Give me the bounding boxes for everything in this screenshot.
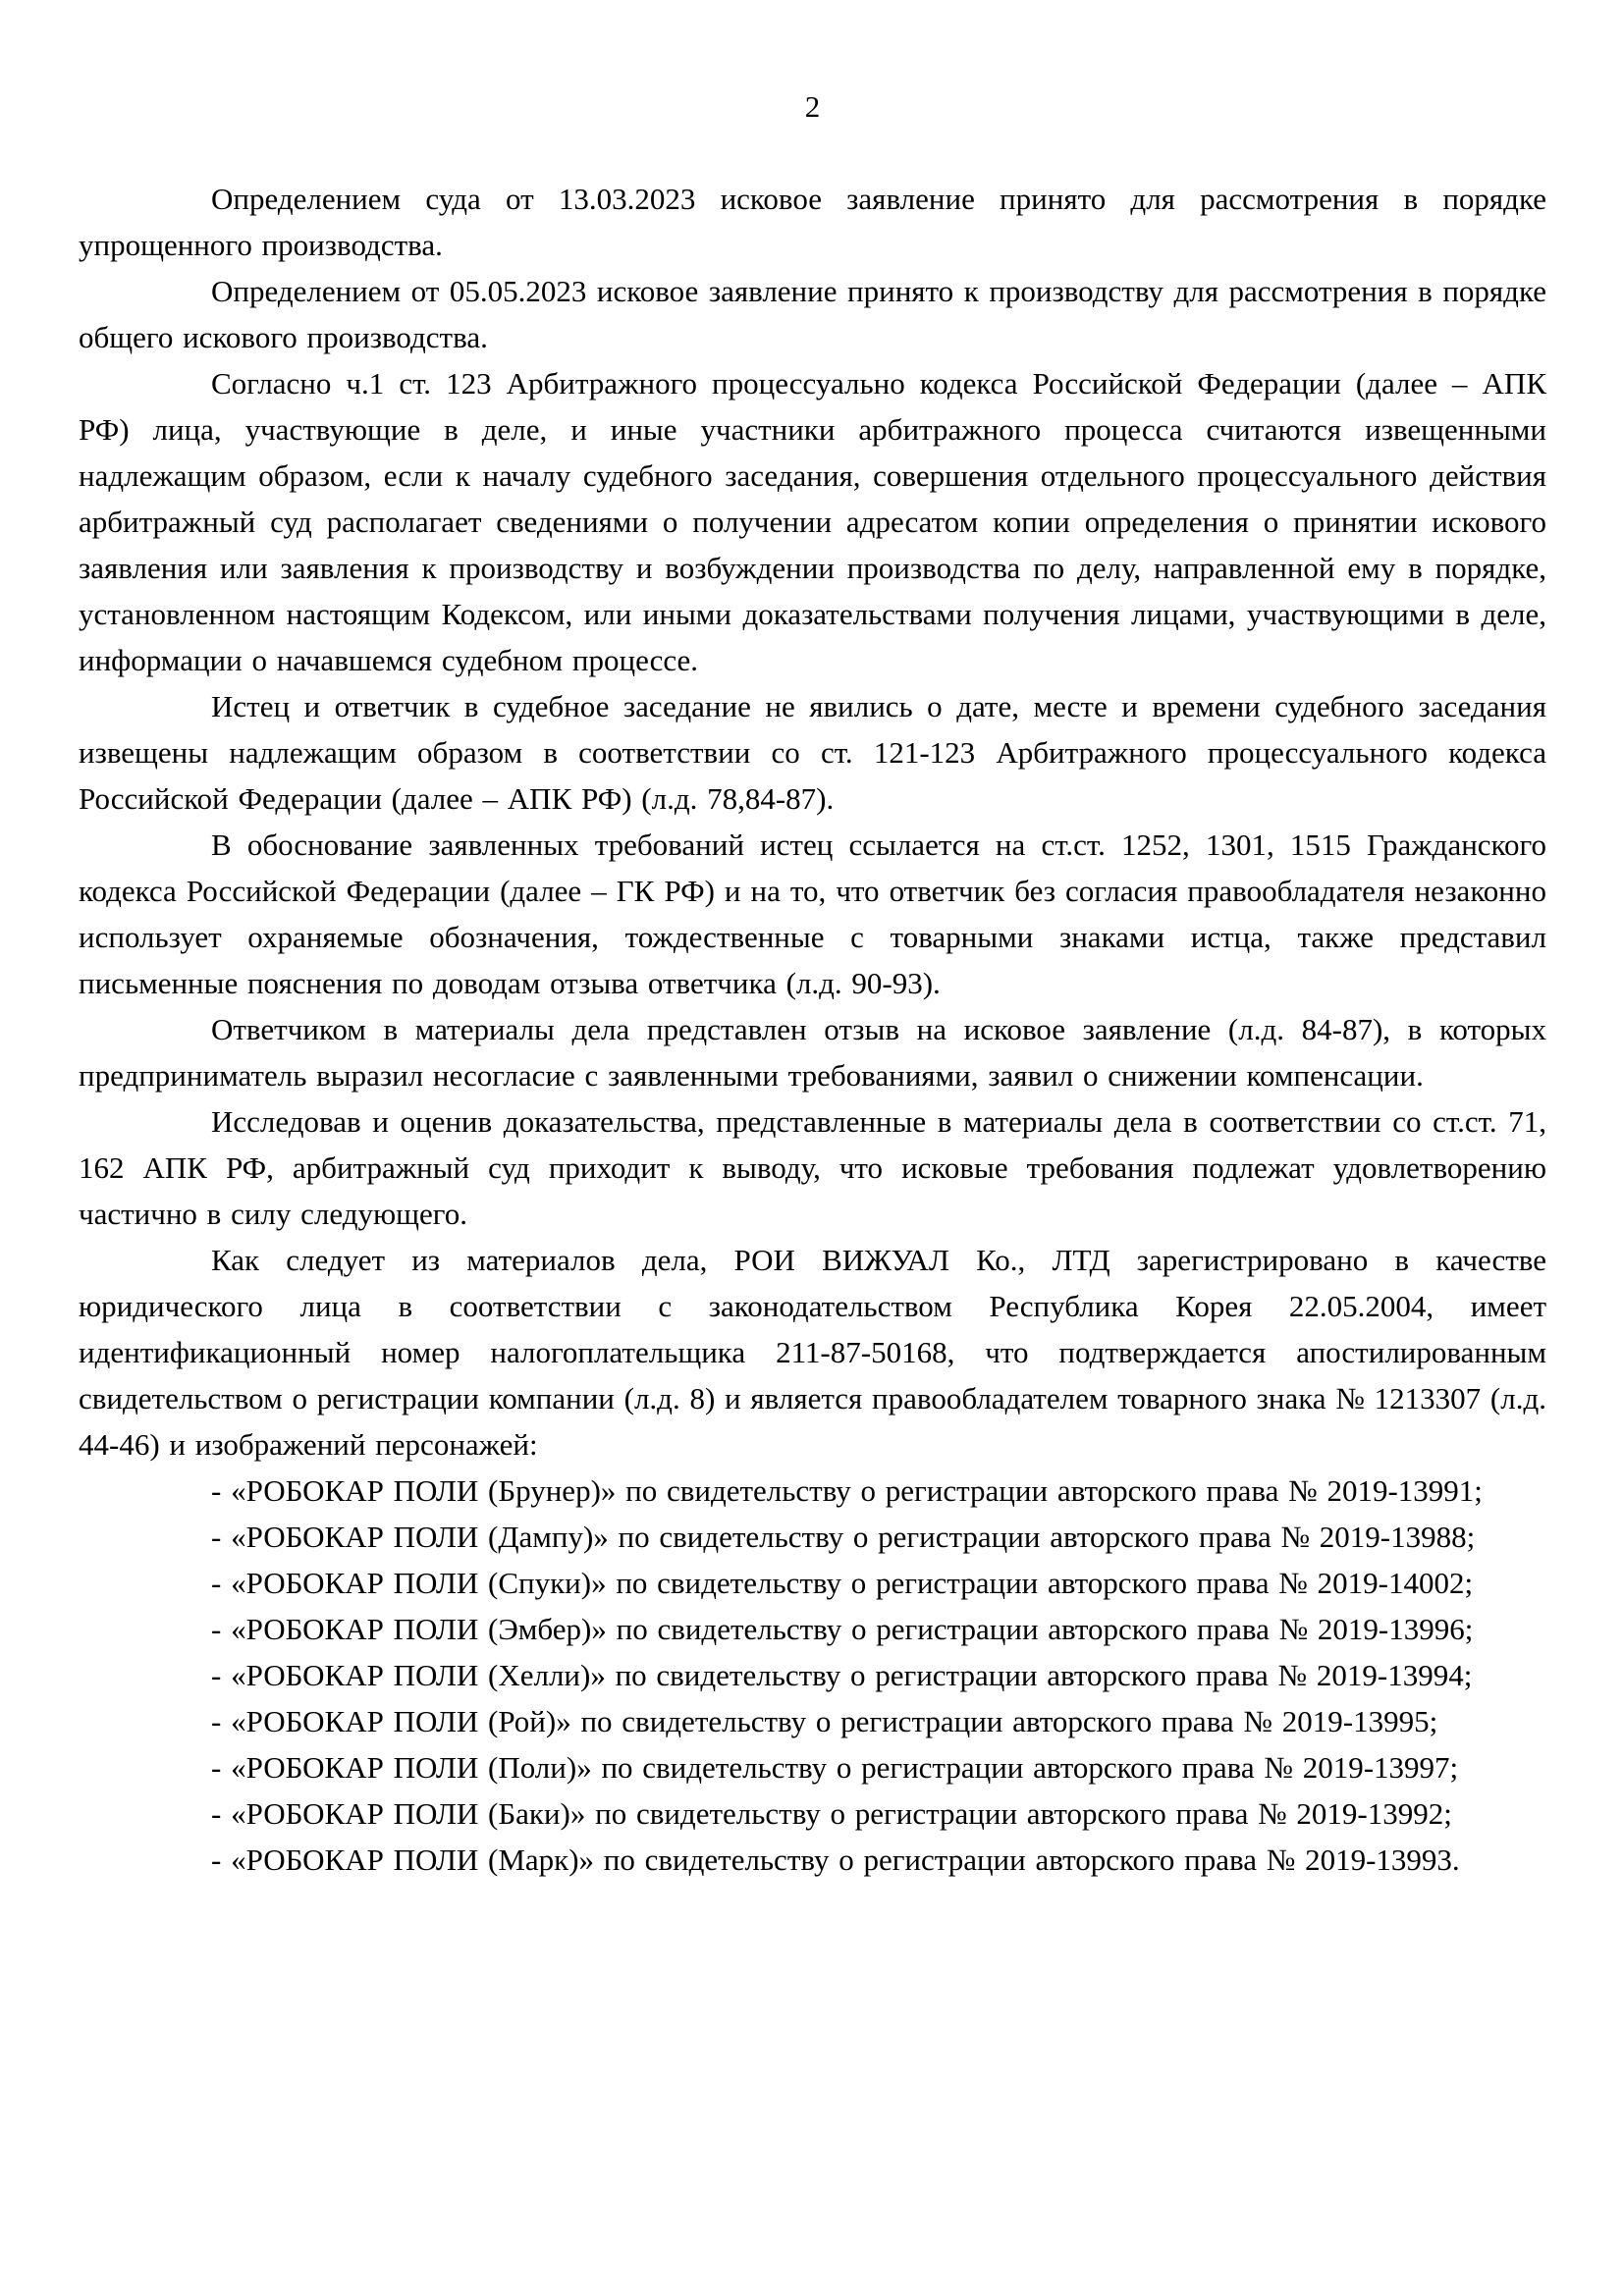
paragraph-ruling-general: Определением от 05.05.2023 исковое заявление принято к производству для рассмотрения в порядке общего искового производства. xyxy=(79,274,1546,354)
paragraph-parties-absent: Истец и ответчик в судебное заседание не явились о дате, месте и времени судебного заседания извещены надлежащим образом в соответствии со ст. 121-123 Арбитражного процессуального кодекса Российской Федерации (далее – АПК РФ) (л.д. 78,84-87). xyxy=(79,689,1546,816)
list-item-mark: - «РОБОКАР ПОЛИ (Марк)» по свидетельству о регистрации авторского права № 2019-13993. xyxy=(211,1842,1460,1877)
paragraph-plaintiff-registration: Как следует из материалов дела, РОИ ВИЖУАЛ Ко., ЛТД зарегистрировано в качестве юридического лица в соответствии с законодательством Республика Корея 22.05.2004, имеет идентификационный номер налогоплательщика 211-87-50168, что подтверждается апостилированным свидетельством о регистрации компании (л.д. 8) и является правообладателем товарного знака № 1213307 (л.д. 44-46) и изображений персонажей: xyxy=(79,1243,1546,1462)
paragraph-court-conclusion: Исследовав и оценив доказательства, представленные в материалы дела в соответствии со ст.ст. 71, 162 АПК РФ, арбитражный суд приходит к выводу, что исковые требования подлежат удовлетворению частично в силу следующего. xyxy=(79,1104,1546,1231)
page-number: 2 xyxy=(804,89,821,124)
list-item-poli: - «РОБОКАР ПОЛИ (Поли)» по свидетельству о регистрации авторского права № 2019-13997; xyxy=(211,1750,1459,1785)
list-item-roy: - «РОБОКАР ПОЛИ (Рой)» по свидетельству о регистрации авторского права № 2019-13995; xyxy=(211,1704,1438,1738)
list-item-spuki: - «РОБОКАР ПОЛИ (Спуки)» по свидетельству о регистрации авторского права № 2019-14002; xyxy=(211,1566,1474,1600)
document-body xyxy=(79,176,1546,1883)
paragraph-apk-123-notice: Согласно ч.1 ст. 123 Арбитражного процессуально кодекса Российской Федерации (далее – АПК РФ) лица, участвующие в деле, и иные участники арбитражного процесса считаются извещенными надлежащим образом, если к началу судебного заседания, совершения отдельного процессуального действия арбитражный суд располагает сведениями о получении адресатом копии определения о принятии искового заявления или заявления к производству и возбуждении производства по делу, направленной ему в порядке, установленном настоящим Кодексом, или иными доказательствами получения лицами, участвующими в деле, информации о начавшемся судебном процессе. xyxy=(79,366,1546,677)
paragraph-ruling-simplified: Определением суда от 13.03.2023 исковое заявление принято для рассмотрения в порядке упрощенного производства. xyxy=(79,182,1546,262)
list-item-dampu: - «РОБОКАР ПОЛИ (Дампу)» по свидетельству о регистрации авторского права № 2019-13988; xyxy=(211,1520,1476,1554)
list-item-helli: - «РОБОКАР ПОЛИ (Хелли)» по свидетельству о регистрации авторского права № 2019-13994; xyxy=(211,1658,1473,1692)
paragraph-claim-grounds: В обоснование заявленных требований истец ссылается на ст.ст. 1252, 1301, 1515 Гражданского кодекса Российской Федерации (далее – ГК РФ) и на то, что ответчик без согласия правообладателя незаконно использует охраняемые обозначения, тождественные с товарными знаками истца, также представил письменные пояснения по доводам отзыва ответчика (л.д. 90-93). xyxy=(79,828,1546,1000)
list-item-ember: - «РОБОКАР ПОЛИ (Эмбер)» по свидетельству о регистрации авторского права № 2019-13996; xyxy=(211,1612,1474,1646)
list-item-baki: - «РОБОКАР ПОЛИ (Баки)» по свидетельству о регистрации авторского права № 2019-13992; xyxy=(211,1796,1452,1831)
paragraph-defendant-response: Ответчиком в материалы дела представлен отзыв на исковое заявление (л.д. 84-87), в которых предприниматель выразил несогласие с заявленными требованиями, заявил о снижении компенсации. xyxy=(79,1012,1546,1093)
list-item-bruner: - «РОБОКАР ПОЛИ (Брунер)» по свидетельству о регистрации авторского права № 2019-13991; xyxy=(211,1473,1483,1508)
